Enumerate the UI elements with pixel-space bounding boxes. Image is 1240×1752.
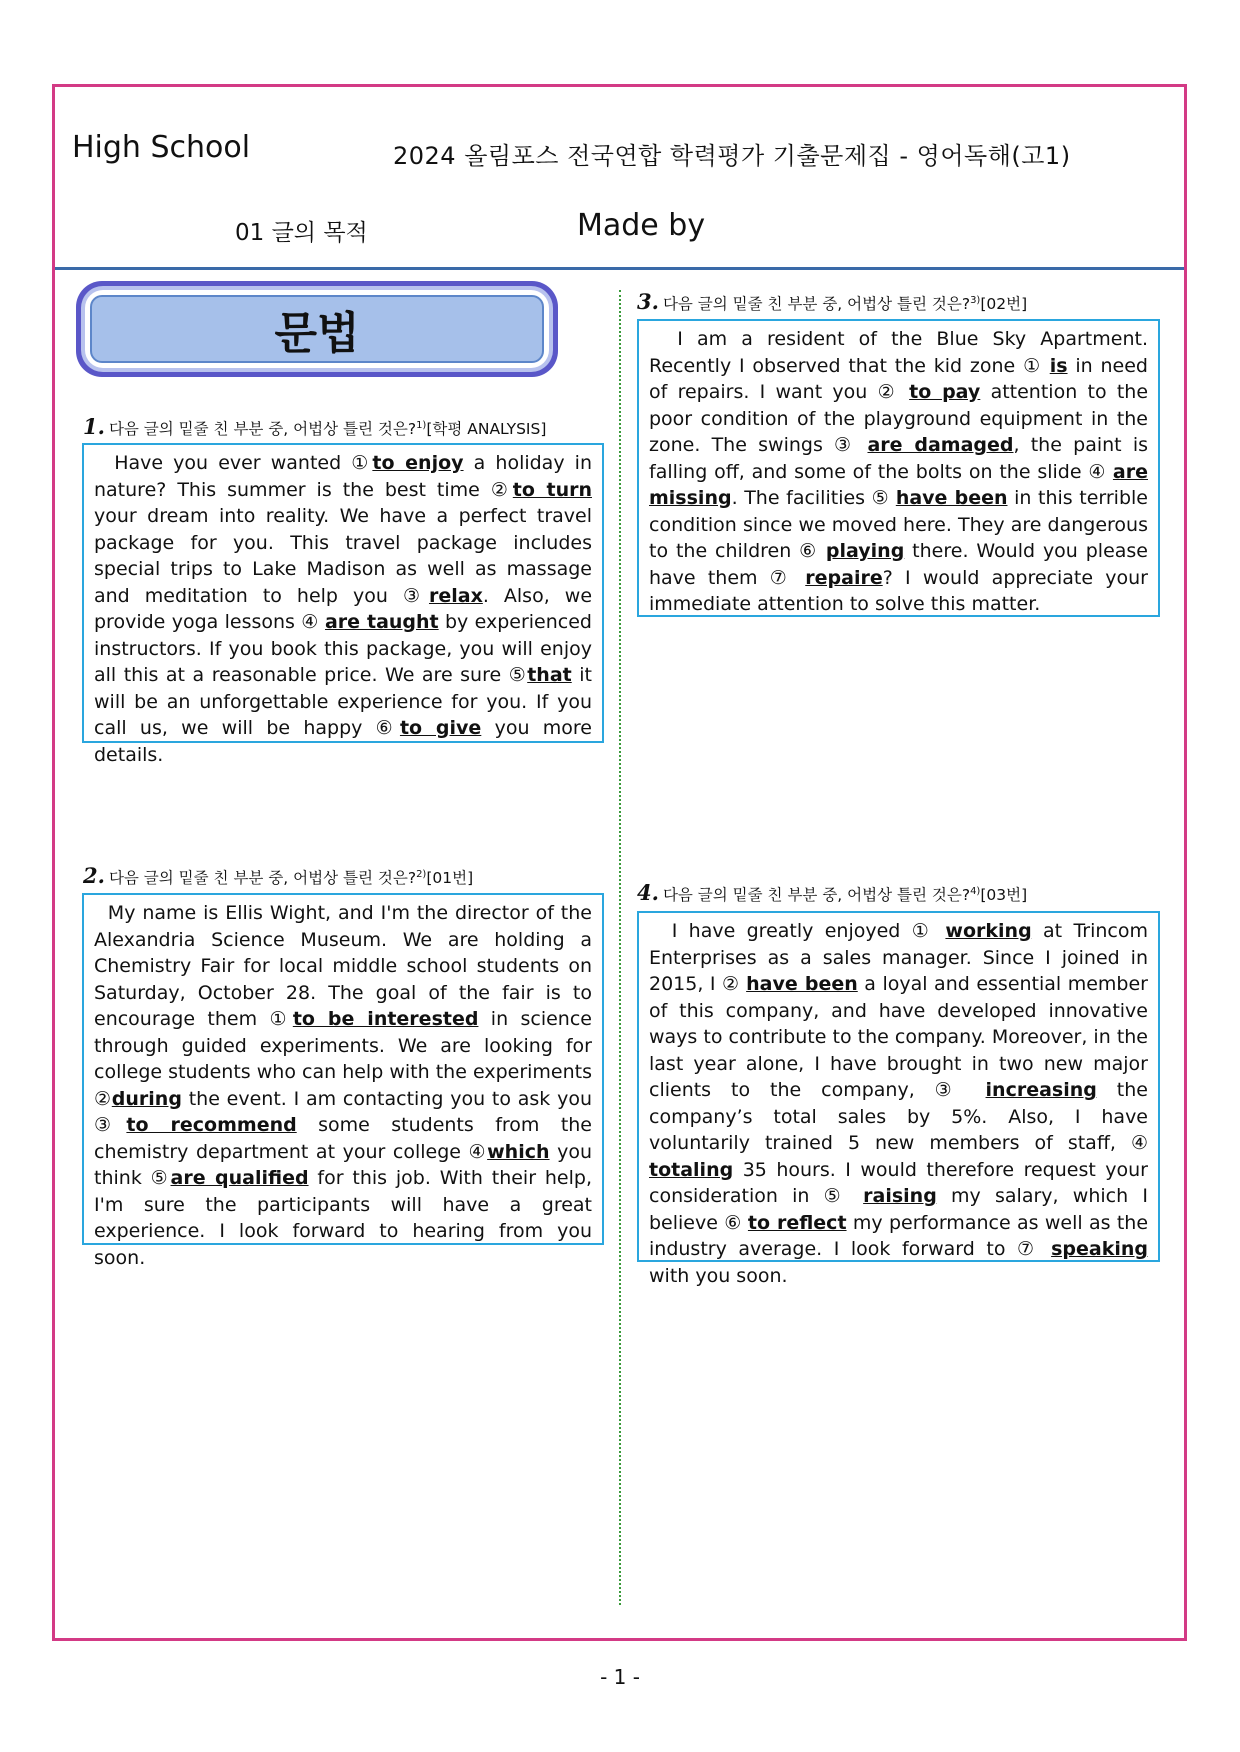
- passage-text: Have you ever wanted ①to enjoy a holiday in nature? This summer is the best time ②to turn your dream into reality. We have a perfect travel package for you. This travel package includes special trips to Lake Madison as well as massage and meditation to help you ③relax. Also, we provide yoga lessons ④ are taught by experienced instructors. If you book this package, you will enjoy all this at a reasonable price. We are sure ⑤that it will be an unforgettable experience for you. If you call us, we will be happy ⑥to give you more details.: [94, 452, 593, 766]
- header-divider: [55, 267, 1184, 270]
- banner-label: 문법: [90, 295, 544, 363]
- footnote-marker: 1): [416, 419, 427, 431]
- question-number: 1.: [83, 414, 105, 439]
- question-prompt: 다음 글의 밑줄 친 부분 중, 어법상 틀린 것은?: [108, 420, 417, 438]
- underlined-choice: to enjoy: [372, 452, 464, 474]
- grammar-banner: [76, 281, 558, 377]
- footnote-marker: 2): [416, 868, 427, 880]
- underlined-choice: have been: [895, 487, 1008, 509]
- underlined-choice: to pay: [909, 381, 981, 403]
- underlined-choice: are missing: [649, 460, 1148, 509]
- question-number: 2.: [83, 863, 105, 888]
- school-level: High School: [72, 130, 251, 165]
- question-2-passage: [82, 893, 604, 1269]
- question-source: [02번]: [980, 295, 1028, 313]
- underlined-choice: speaking: [1051, 1238, 1148, 1260]
- question-3-heading: [637, 289, 1027, 314]
- underlined-choice: relax: [428, 584, 483, 607]
- underlined-choice: working: [945, 920, 1032, 942]
- question-prompt: 다음 글의 밑줄 친 부분 중, 어법상 틀린 것은?: [108, 869, 417, 887]
- question-4-passage: [637, 911, 1160, 1287]
- underlined-choice: which: [487, 1140, 550, 1163]
- footnote-marker: 3): [970, 294, 981, 306]
- passage-text: I have greatly enjoyed ① working at Trincom Enterprises as a sales manager. Since I joined in 2015, I ② have been a loyal and essential member of this company, and have developed innovative ways to contribute to the company. Moreover, in the last year alone, I have brought in two new major clients to the company, ③ increasing the company’s total sales by 5%. Also, I have voluntarily trained 5 new members of staff, ④ totaling 35 hours. I would therefore request your consideration in ⑤ raising my salary, which I believe ⑥ to reflect my performance as well as the industry average. I look forward to ⑦ speaking with you soon.: [649, 920, 1149, 1287]
- underlined-choice: increasing: [985, 1079, 1097, 1101]
- question-source: [학평 ANALYSIS]: [426, 420, 547, 438]
- underlined-choice: repaire: [805, 566, 883, 589]
- underlined-choice: are qualified: [170, 1167, 309, 1189]
- question-number: 4.: [637, 880, 659, 905]
- underlined-choice: are taught: [324, 611, 439, 633]
- footnote-marker: 4): [970, 885, 981, 897]
- question-4-heading: [637, 880, 1027, 905]
- question-3-passage: [637, 319, 1160, 617]
- underlined-choice: that: [527, 664, 572, 686]
- question-1-heading: [83, 414, 546, 439]
- underlined-choice: have been: [746, 973, 858, 995]
- question-2-heading: [83, 863, 473, 888]
- underlined-choice: to reflect: [747, 1211, 847, 1234]
- page-number: - 1 -: [600, 1665, 640, 1689]
- underlined-choice: are damaged: [867, 434, 1014, 456]
- question-source: [03번]: [980, 886, 1028, 904]
- underlined-choice: raising: [863, 1185, 937, 1207]
- book-title: 2024 올림포스 전국연합 학력평가 기출문제집 - 영어독해(고1): [393, 142, 1071, 170]
- underlined-choice: totaling: [649, 1158, 734, 1181]
- question-prompt: 다음 글의 밑줄 친 부분 중, 어법상 틀린 것은?: [662, 295, 971, 313]
- underlined-choice: to turn: [512, 478, 592, 501]
- question-prompt: 다음 글의 밑줄 친 부분 중, 어법상 틀린 것은?: [662, 886, 971, 904]
- underlined-choice: playing: [825, 540, 905, 562]
- question-number: 3.: [637, 289, 659, 314]
- underlined-choice: to be interested: [292, 1008, 479, 1030]
- question-source: [01번]: [426, 869, 474, 887]
- column-divider: [619, 290, 621, 1605]
- passage-text: I am a resident of the Blue Sky Apartment. Recently I observed that the kid zone ① is in need of repairs. I want you ② to pay attention to the poor condition of the playground equipment in the zone. The swings ③ are damaged, the paint is falling off, and some of the bolts on the slide ④ are missing. The facilities ⑤ have been in this terrible condition since we moved here. They are dangerous to the children ⑥ playing there. Would you please have them ⑦ repaire? I would appreciate your immediate attention to solve this matter.: [649, 328, 1149, 615]
- question-1-passage: [82, 443, 604, 766]
- underlined-choice: during: [111, 1087, 182, 1110]
- underlined-choice: is: [1049, 354, 1068, 377]
- made-by-label: Made by: [577, 208, 706, 243]
- passage-text: My name is Ellis Wight, and I'm the director of the Alexandria Science Museum. We are holding a Chemistry Fair for local middle school students on Saturday, October 28. The goal of the fair is to encourage them ①to be interested in science through guided experiments. We are looking for college students who can help with the experiments ②during the event. I am contacting you to ask you ③to recommend some students from the chemistry department at your college ④which you think ⑤are qualified for this job. With their help, I'm sure the participants will have a great experience. I look forward to hearing from you soon.: [94, 902, 593, 1269]
- section-title: 01 글의 목적: [235, 220, 368, 246]
- underlined-choice: to give: [399, 717, 482, 739]
- underlined-choice: to recommend: [126, 1114, 297, 1136]
